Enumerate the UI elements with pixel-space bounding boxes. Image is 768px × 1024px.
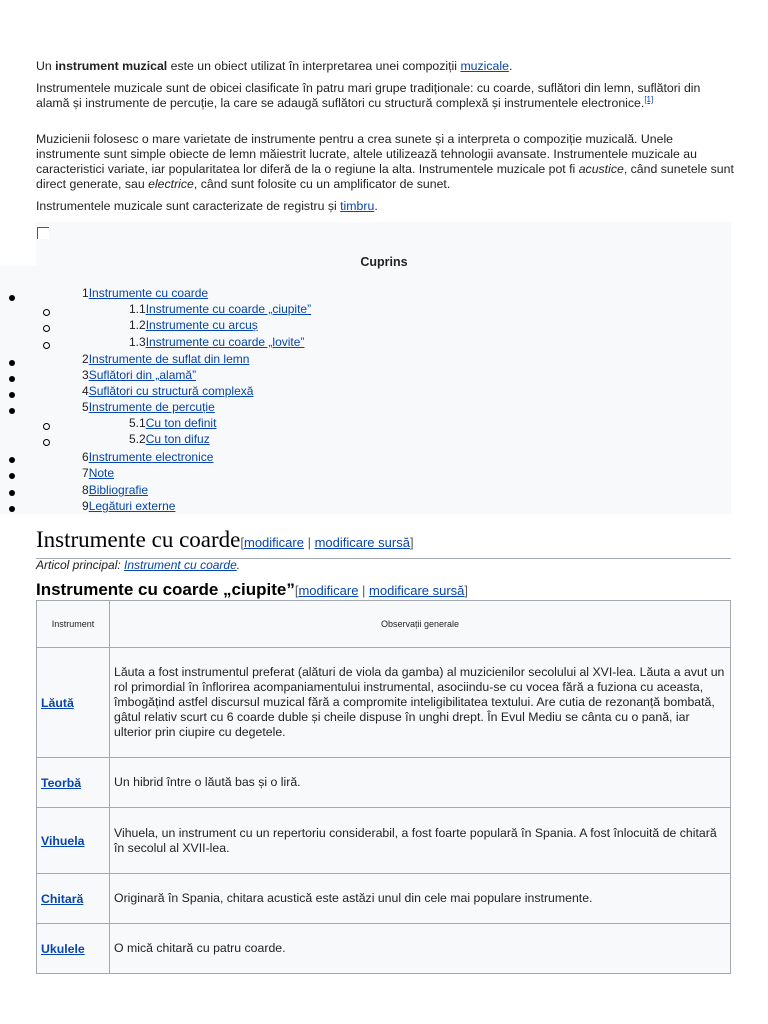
text: Instrumentele muzicale sunt de obicei clasificate în patru mari grupe tradiționale: cu coarde, suflători din lemn, suflători din alamă și instrumente de percuție, la care se adaugă suflători cu structură complexă și instrumentele electronice. — [36, 81, 701, 110]
subsection-title: Instrumente cu coarde „ciupite” — [36, 580, 295, 599]
instrument-desc-cell: Vihuela, un instrument cu un repertoriu considerabil, a fost foarte populară în Spania. A fost înlocuită de chitară în secolul al XVII-lea. — [110, 808, 731, 874]
instrument-name-cell — [37, 924, 110, 974]
bullet-icon — [9, 457, 15, 463]
edit-source-link[interactable]: modificare sursă — [369, 583, 465, 598]
bullet-icon — [9, 376, 15, 382]
column-header-instrument: Instrument — [37, 601, 110, 648]
table-row — [37, 648, 731, 758]
bullet-icon — [9, 506, 15, 512]
toc-item-2[interactable]: 2Instrumente de suflat din lemn — [82, 352, 250, 366]
text: este un obiect utilizat în interpretarea unei compoziții — [167, 59, 461, 73]
hatnote: Articol principal: Instrument cu coarde. — [36, 558, 241, 572]
table-of-contents — [0, 222, 731, 514]
text: . — [508, 59, 513, 73]
instrument-name-cell — [37, 874, 110, 924]
term-bold: instrument muzical — [55, 59, 168, 73]
instrument-name-cell — [37, 648, 110, 758]
bullet-icon — [9, 295, 15, 301]
text: . — [374, 199, 378, 213]
circle-bullet-icon — [43, 439, 50, 446]
toc-item-6[interactable]: 6Instrumente electronice — [82, 450, 214, 464]
toc-item-5-1[interactable]: 5.1Cu ton definit — [129, 416, 217, 430]
subsection-heading — [36, 580, 468, 600]
toc-item-1-1[interactable]: 1.1Instrumente cu coarde „ciupite” — [129, 302, 312, 316]
intro-paragraph-2 — [36, 81, 736, 111]
link-muzicale[interactable]: muzicale — [460, 59, 509, 73]
edit-links: [modificare | modificare sursă] — [294, 583, 469, 598]
table-row — [37, 924, 731, 974]
text: , când sunetele sunt direct generate, sau — [36, 162, 734, 191]
circle-bullet-icon — [43, 423, 50, 430]
instrument-name-cell — [37, 808, 110, 874]
table-row — [37, 874, 731, 924]
instrument-desc-cell: Un hibrid între o lăută bas și o liră. — [110, 758, 731, 808]
instrument-link[interactable]: Vihuela — [41, 833, 85, 848]
instruments-table — [36, 600, 731, 974]
instrument-desc-cell: O mică chitară cu patru coarde. — [110, 924, 731, 974]
circle-bullet-icon — [43, 342, 50, 349]
bullet-icon — [9, 473, 15, 479]
toc-item-3[interactable]: 3Suflători din „alamă” — [82, 368, 197, 382]
intro-paragraph-1 — [36, 59, 736, 74]
circle-bullet-icon — [43, 309, 50, 316]
term-italic: electrice — [148, 177, 194, 191]
instrument-name-cell — [37, 758, 110, 808]
table-header-row — [37, 601, 731, 648]
toc-item-1-2[interactable]: 1.2Instrumente cu arcuș — [129, 318, 258, 332]
instrument-desc-cell: Lăuta a fost instrumentul preferat (alături de viola da gamba) al muzicienilor secolului al XVI-lea. Lăuta a avut un rol primordial în înflorirea acompaniamentului instrumental, asociindu-se cu vocea fără a fuziona cu aceasta, îmbogățind astfel discursul muzical fără a compromite inteligibilitatea textului. Are cutia de rezonanță bombată, gâtul relativ scurt cu 6 coarde duble și cheile dispuse în unghi drept. În Evul Mediu se cânta cu o pană, iar ulterior prin ciupire cu degetele. — [110, 648, 731, 758]
intro-paragraph-4 — [36, 199, 736, 214]
main-article-link[interactable]: Instrument cu coarde — [124, 558, 237, 572]
toc-item-8[interactable]: 8Bibliografie — [82, 483, 149, 497]
section-title: Instrumente cu coarde — [36, 527, 241, 552]
circle-bullet-icon — [43, 325, 50, 332]
footnote-1-link[interactable]: [1] — [644, 94, 654, 104]
toc-item-1[interactable]: 1Instrumente cu coarde — [82, 286, 209, 300]
intro-paragraph-3 — [36, 132, 736, 192]
instrument-link[interactable]: Lăută — [41, 695, 74, 710]
text: Un — [36, 59, 56, 73]
toc-item-5[interactable]: 5Instrumente de percuție — [82, 400, 215, 414]
bullet-icon — [9, 490, 15, 496]
column-header-observations: Observații generale — [110, 601, 731, 648]
edit-link[interactable]: modificare — [243, 535, 304, 550]
toc-item-7[interactable]: 7Note — [82, 466, 115, 480]
toc-item-1-3[interactable]: 1.3Instrumente cu coarde „lovite” — [129, 335, 305, 349]
edit-source-link[interactable]: modificare sursă — [314, 535, 410, 550]
link-timbru[interactable]: timbru — [340, 199, 375, 213]
toc-title: Cuprins — [360, 255, 408, 269]
text: Muzicienii folosesc o mare varietate de instrumente pentru a crea sunete și a interpreta o compoziție muzicală. Unele instrumente sunt simple obiecte de lemn măiestrit lucrate, altele utilizează tehnologii avansate. Instrumentele muzicale au caracteristici variate, iar popularitatea lor diferă de la o regiune la alta. Instrumentele muzicale pot fi — [36, 132, 697, 176]
toc-item-9[interactable]: 9Legături externe — [82, 499, 176, 513]
instrument-desc-cell: Originară în Spania, chitara acustică este astăzi unul din cele mai populare instrumente. — [110, 874, 731, 924]
instrument-link[interactable]: Chitară — [41, 891, 84, 906]
table-row — [37, 758, 731, 808]
edit-link[interactable]: modificare — [298, 583, 359, 598]
bullet-icon — [9, 392, 15, 398]
text: Instrumentele muzicale sunt caracterizate de registru și — [36, 199, 341, 213]
text: , când sunt folosite cu un amplificator de sunet. — [193, 177, 451, 191]
toc-item-5-2[interactable]: 5.2Cu ton difuz — [129, 432, 210, 446]
toc-toggle-checkbox[interactable] — [37, 227, 49, 239]
bullet-icon — [9, 408, 15, 414]
edit-links: [modificare | modificare sursă] — [240, 535, 414, 550]
section-heading — [36, 527, 731, 559]
instrument-link[interactable]: Ukulele — [41, 941, 85, 956]
table-row — [37, 808, 731, 874]
toc-item-4[interactable]: 4Suflători cu structură complexă — [82, 384, 254, 398]
bullet-icon — [9, 360, 15, 366]
term-italic: acustice — [578, 162, 624, 176]
instrument-link[interactable]: Teorbă — [41, 775, 82, 790]
